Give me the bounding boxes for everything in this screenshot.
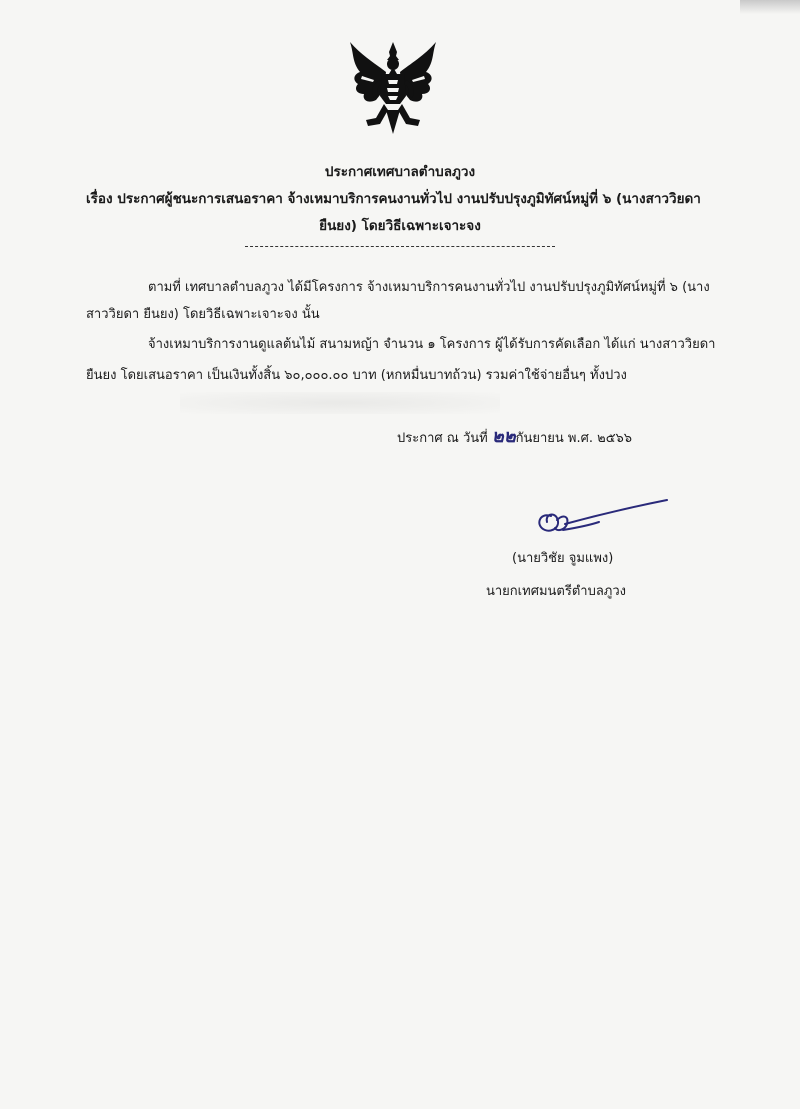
signer-position: นายกเทศมนตรีตำบลภูวง	[486, 584, 626, 599]
date-month-year: กันยายน พ.ศ. ๒๕๖๖	[515, 431, 633, 446]
separator-line	[245, 246, 555, 247]
paragraph-2-line-2: ยืนยง โดยเสนอราคา เป็นเงินทั้งสิ้น ๖๐,๐๐๐.๐๐ บาท (หกหมื่นบาทถ้วน) รวมค่าใช้จ่ายอื่นๆ ทั้งปวง	[86, 368, 627, 383]
garuda-emblem-icon	[340, 34, 446, 140]
scan-corner-shadow	[740, 0, 800, 14]
subject-line-1: เรื่อง ประกาศผู้ชนะการเสนอราคา จ้างเหมาบริการคนงานทั่วไป งานปรับปรุงภูมิทัศน์หมู่ที่ ๖ (นางสาววิยดา	[86, 191, 701, 207]
handwritten-signature	[527, 496, 677, 544]
subject-line-2: ยืนยง) โดยวิธีเฉพาะเจาะจง	[319, 218, 481, 234]
paragraph-1-line-1: ตามที่ เทศบาลตำบลภูวง ได้มีโครงการ จ้างเหมาบริการคนงานทั่วไป งานปรับปรุงภูมิทัศน์หมู่ที่ ๖ (นาง	[148, 280, 710, 295]
announcement-title: ประกาศเทศบาลตำบลภูวง	[324, 164, 476, 180]
date-prefix: ประกาศ ณ วันที่	[397, 431, 488, 446]
date-day-handwritten: ๒๒	[491, 426, 516, 447]
paragraph-2-line-1: จ้างเหมาบริการงานดูแลต้นไม้ สนามหญ้า จำนวน ๑ โครงการ ผู้ได้รับการคัดเลือก ได้แก่ นางสาววิยดา	[148, 337, 716, 352]
announcement-date	[397, 421, 632, 450]
scan-smudge	[180, 392, 500, 414]
signer-name: (นายวิชัย จูมแพง)	[512, 551, 614, 566]
paragraph-1-line-2: สาววิยดา ยืนยง) โดยวิธีเฉพาะเจาะจง นั้น	[86, 307, 320, 322]
